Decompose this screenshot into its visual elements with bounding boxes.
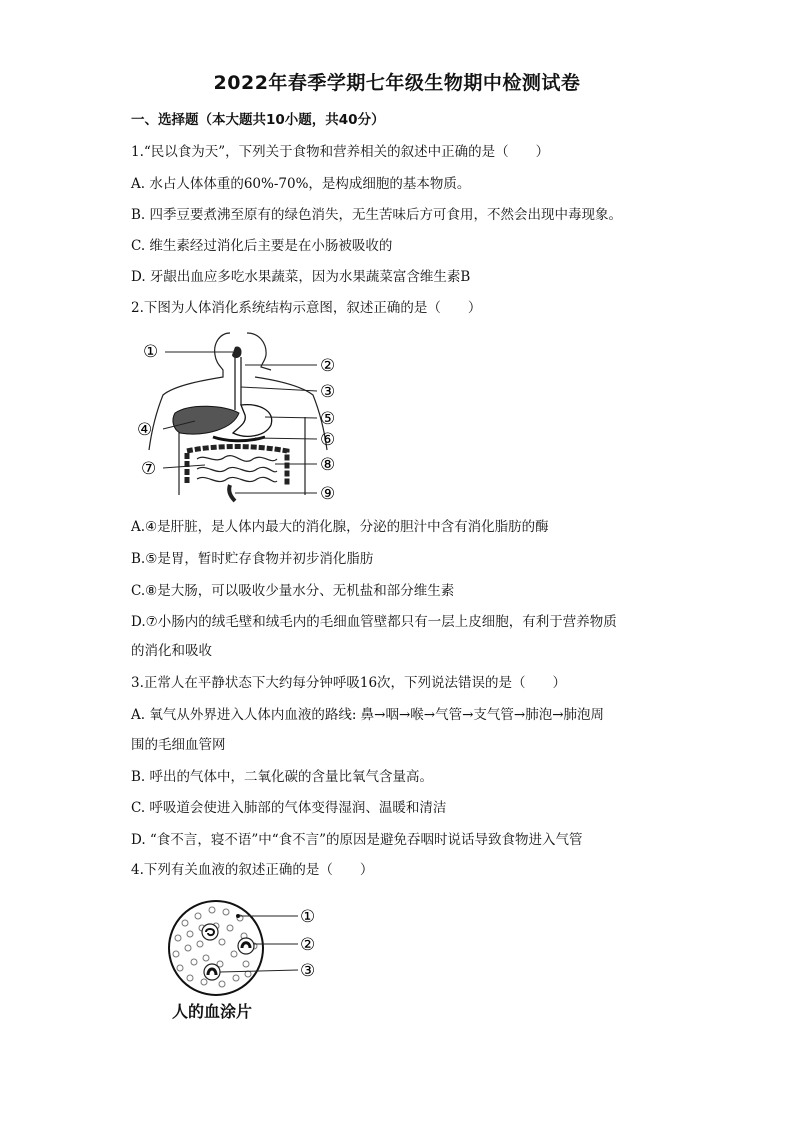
diagram-label-2: ② bbox=[320, 356, 336, 376]
q2-stem: 2.下图为人体消化系统结构示意图，叙述正确的是（ ） bbox=[131, 300, 482, 316]
blood-smear-caption: 人的血涂片 bbox=[172, 1002, 253, 1021]
q3-option-c: C. 呼吸道会使进入肺部的气体变得湿润、温暖和清洁 bbox=[131, 800, 447, 816]
diagram-label-9: ⑨ bbox=[320, 484, 336, 503]
q3-option-a: A. 氧气从外界进入人体内血液的路线: 鼻→咽→喉→气管→支气管→肺泡→肺泡周 bbox=[131, 707, 605, 723]
q1-option-d: D. 牙龈出血应多吃水果蔬菜，因为水果蔬菜富含维生素B bbox=[131, 269, 471, 285]
q1-option-a: A. 水占人体体重的60%-70%，是构成细胞的基本物质。 bbox=[131, 176, 471, 192]
smear-label-2: ② bbox=[300, 935, 316, 955]
diagram-label-7: ⑦ bbox=[141, 459, 157, 479]
diagram-label-3: ③ bbox=[320, 382, 336, 402]
smear-label-3: ③ bbox=[300, 961, 316, 981]
q3-option-d: D. “食不言，寝不语”中“食不言”的原因是避免吞咽时说话导致食物进入气管 bbox=[131, 832, 583, 848]
diagram-label-1: ① bbox=[143, 342, 159, 362]
q3-option-b: B. 呼出的气体中，二氧化碳的含量比氧气含量高。 bbox=[131, 769, 434, 785]
diagram-label-5: ⑤ bbox=[320, 409, 336, 429]
q3-stem: 3.正常人在平静状态下大约每分钟呼吸16次，下列说法错误的是（ ） bbox=[131, 675, 567, 691]
q2-option-d: D.⑦小肠内的绒毛壁和绒毛内的毛细血管壁都只有一层上皮细胞，有利于营养物质 bbox=[131, 614, 617, 630]
q3-option-a-continued: 围的毛细血管网 bbox=[131, 737, 226, 753]
q2-option-c: C.⑧是大肠，可以吸收少量水分、无机盐和部分维生素 bbox=[131, 583, 455, 599]
q2-option-b: B.⑤是胃，暂时贮存食物并初步消化脂肪 bbox=[131, 551, 374, 567]
q1-option-b: B. 四季豆要煮沸至原有的绿色消失，无生苦味后方可食用，不然会出现中毒现象。 bbox=[131, 207, 623, 223]
section-heading: 一、选择题（本大题共10小题，共40分） bbox=[131, 112, 385, 128]
diagram-label-8: ⑧ bbox=[320, 455, 336, 475]
q2-option-a: A.④是肝脏，是人体内最大的消化腺，分泌的胆汁中含有消化脂肪的酶 bbox=[131, 519, 549, 535]
diagram-label-4: ④ bbox=[137, 420, 153, 440]
digestive-system-diagram bbox=[135, 325, 350, 503]
q2-option-d-continued: 的消化和吸收 bbox=[131, 643, 212, 659]
q1-option-c: C. 维生素经过消化后主要是在小肠被吸收的 bbox=[131, 238, 393, 254]
blood-smear-diagram bbox=[160, 898, 330, 998]
exam-title: 2022年春季学期七年级生物期中检测试卷 bbox=[213, 72, 581, 94]
smear-label-1: ① bbox=[300, 907, 316, 927]
diagram-label-6: ⑥ bbox=[320, 430, 336, 450]
q1-stem: 1.“民以食为天”，下列关于食物和营养相关的叙述中正确的是（ ） bbox=[131, 144, 550, 160]
q4-stem: 4.下列有关血液的叙述正确的是（ ） bbox=[131, 862, 374, 878]
